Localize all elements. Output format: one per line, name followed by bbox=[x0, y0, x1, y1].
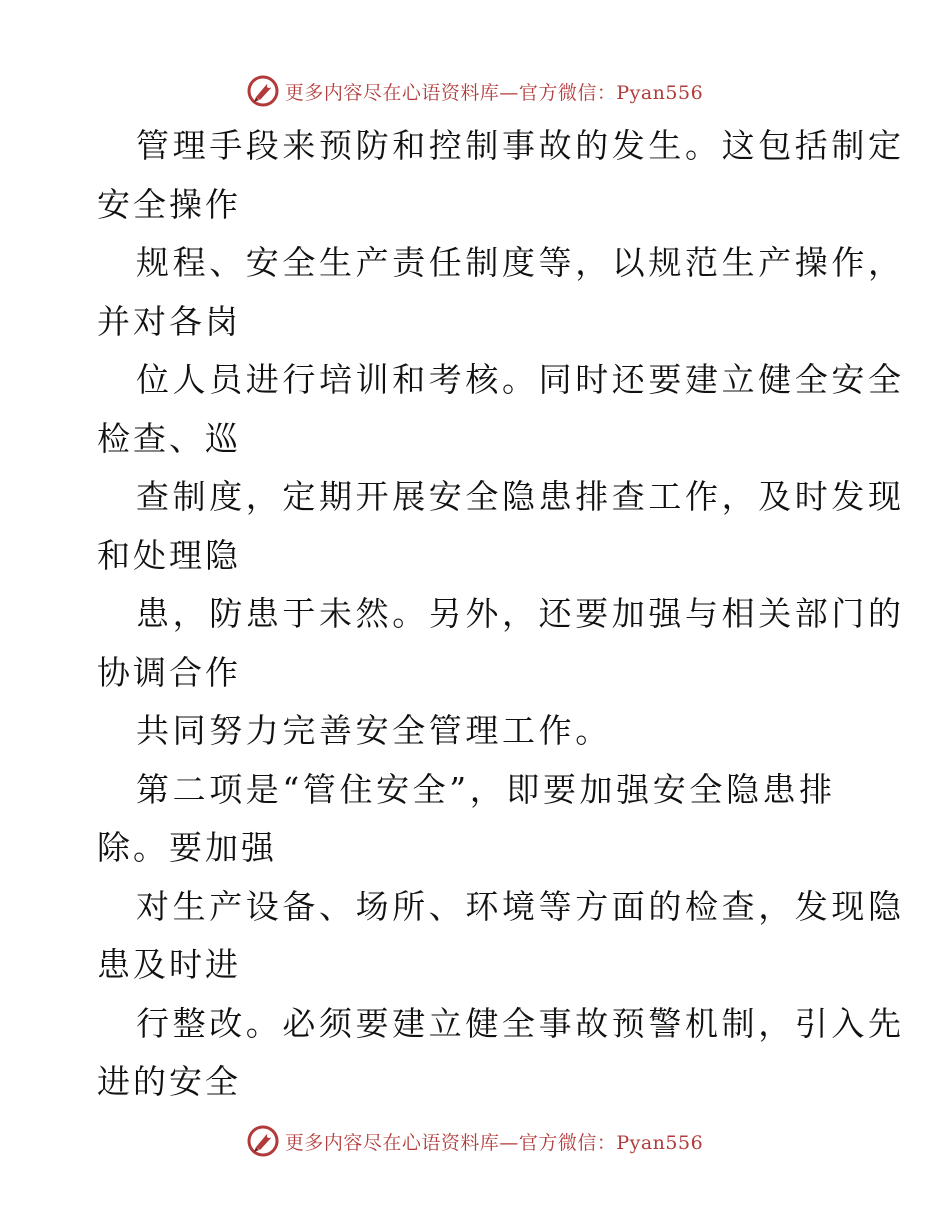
text-line: 安全操作 bbox=[97, 184, 241, 224]
text-line: 共同努力完善安全管理工作。 bbox=[136, 711, 612, 750]
text-line: 协调合作 bbox=[97, 652, 241, 692]
footer-banner bbox=[0, 1121, 950, 1161]
header-banner bbox=[0, 71, 950, 111]
text-line: 患，防患于未然。另外，还要加强与相关部门的 bbox=[136, 594, 905, 633]
text-line: 位人员进行培训和考核。同时还要建立健全安全 bbox=[136, 360, 905, 399]
text-line: 进的安全 bbox=[97, 1062, 241, 1101]
text-line: 第二项是“管住安全”，即要加强安全隐患排 bbox=[136, 769, 836, 809]
body-text bbox=[97, 117, 905, 1112]
text-line: 除。要加强 bbox=[97, 828, 277, 867]
header-banner-text: 更多内容尽在心语资料库—官方微信：Pyan556 bbox=[284, 81, 704, 104]
pen-seal-logo-icon bbox=[247, 75, 279, 107]
footer-banner-text: 更多内容尽在心语资料库—官方微信：Pyan556 bbox=[284, 1131, 704, 1154]
text-line: 查制度，定期开展安全隐患排查工作，及时发现 bbox=[136, 477, 905, 516]
text-line: 规程、安全生产责任制度等，以规范生产操作， bbox=[136, 243, 905, 282]
text-line: 并对各岗 bbox=[97, 301, 241, 341]
text-line: 患及时进 bbox=[97, 945, 241, 984]
text-line: 检查、巡 bbox=[97, 418, 241, 458]
text-line: 管理手段来预防和控制事故的发生。这包括制定 bbox=[136, 126, 905, 165]
pen-seal-logo-icon bbox=[247, 1125, 279, 1157]
text-line: 行整改。必须要建立健全事故预警机制，引入先 bbox=[136, 1003, 905, 1043]
text-line: 对生产设备、场所、环境等方面的检查，发现隐 bbox=[136, 886, 905, 926]
text-line: 和处理隐 bbox=[97, 535, 241, 575]
